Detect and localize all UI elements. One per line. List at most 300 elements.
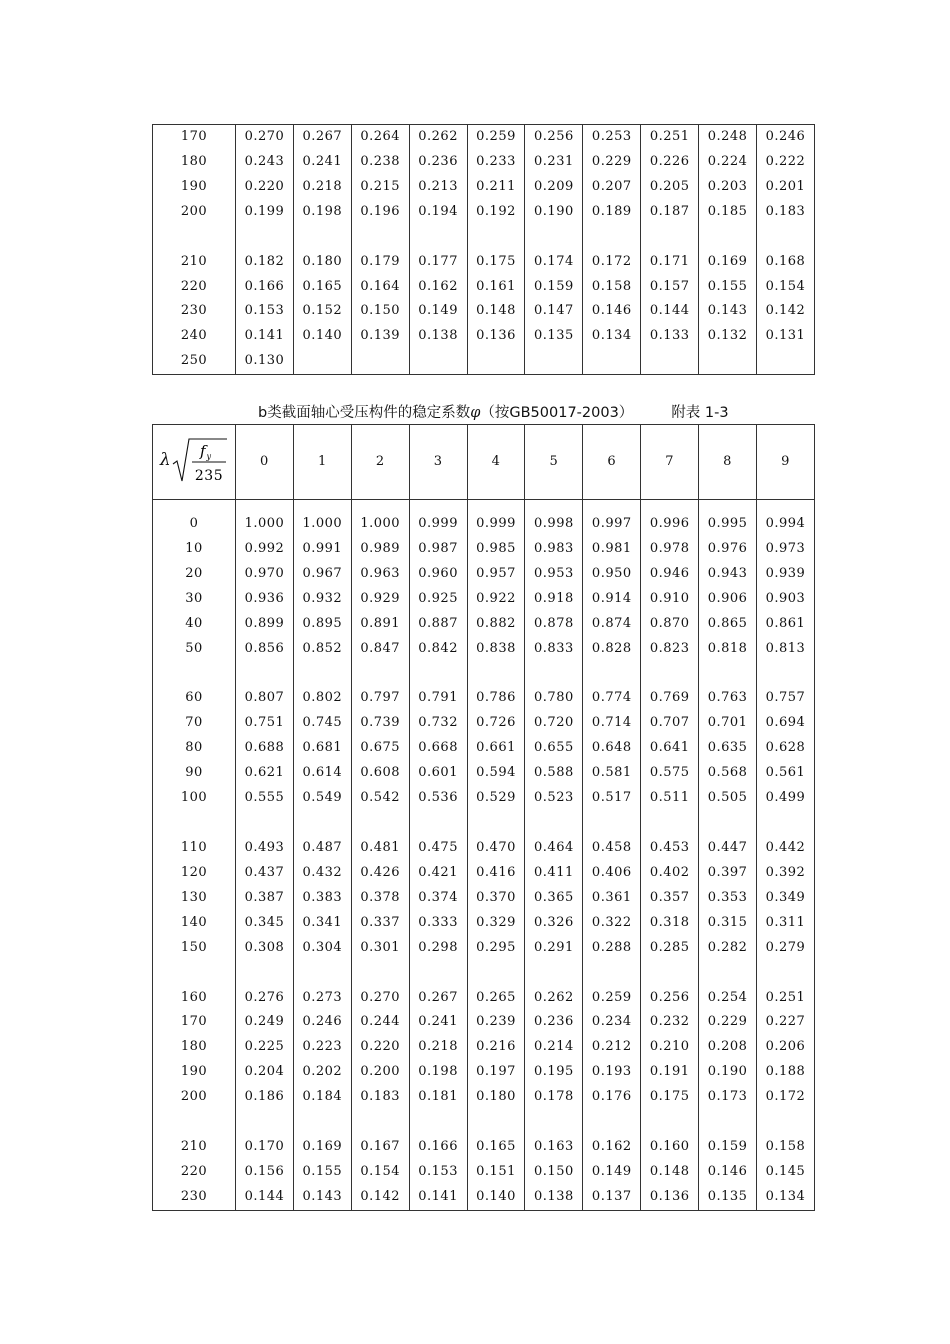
- value-cell: 0.511: [641, 786, 699, 811]
- table-row: [153, 562, 815, 587]
- value-cell: 0.295: [467, 936, 525, 961]
- value-cell: 0.135: [525, 324, 583, 349]
- empty-cell: [525, 661, 583, 686]
- value-cell: 0.282: [699, 936, 757, 961]
- value-cell: 0.197: [467, 1060, 525, 1085]
- empty-cell: [757, 500, 815, 513]
- value-cell: 0.406: [583, 861, 641, 886]
- value-cell: 0.960: [409, 562, 467, 587]
- value-cell: 0.999: [467, 512, 525, 537]
- lambda-cell: 240: [153, 324, 236, 349]
- value-cell: 0.865: [699, 612, 757, 637]
- table-row: [153, 886, 815, 911]
- empty-cell: [153, 1110, 236, 1135]
- table-row: [153, 686, 815, 711]
- value-cell: 0.370: [467, 886, 525, 911]
- value-cell: 0.226: [641, 150, 699, 175]
- lambda-cell: 80: [153, 736, 236, 761]
- value-cell: [293, 349, 351, 374]
- value-cell: 0.184: [293, 1085, 351, 1110]
- value-cell: 0.970: [236, 562, 294, 587]
- lambda-cell: 30: [153, 587, 236, 612]
- value-cell: [351, 349, 409, 374]
- empty-cell: [525, 811, 583, 836]
- value-cell: 0.151: [467, 1160, 525, 1185]
- lambda-cell: 0: [153, 512, 236, 537]
- lambda-cell: 160: [153, 986, 236, 1011]
- value-cell: [525, 349, 583, 374]
- value-cell: 0.688: [236, 736, 294, 761]
- value-cell: 0.918: [525, 587, 583, 612]
- empty-cell: [351, 811, 409, 836]
- value-cell: 0.997: [583, 512, 641, 537]
- value-cell: 0.134: [757, 1185, 815, 1210]
- value-cell: 0.204: [236, 1060, 294, 1085]
- value-cell: 0.621: [236, 761, 294, 786]
- value-cell: [757, 349, 815, 374]
- empty-cell: [293, 661, 351, 686]
- value-cell: 0.763: [699, 686, 757, 711]
- empty-cell: [757, 1110, 815, 1135]
- value-cell: 0.259: [583, 986, 641, 1011]
- value-cell: 0.146: [699, 1160, 757, 1185]
- value-cell: 0.216: [467, 1035, 525, 1060]
- value-cell: 0.874: [583, 612, 641, 637]
- value-cell: 0.227: [757, 1010, 815, 1035]
- value-cell: 0.249: [236, 1010, 294, 1035]
- empty-cell: [583, 1110, 641, 1135]
- empty-cell: [409, 225, 467, 250]
- value-cell: 0.206: [757, 1035, 815, 1060]
- table-row: [153, 761, 815, 786]
- empty-cell: [583, 811, 641, 836]
- value-cell: 0.160: [641, 1135, 699, 1160]
- value-cell: 0.168: [757, 250, 815, 275]
- value-cell: 0.464: [525, 836, 583, 861]
- value-cell: 0.161: [467, 275, 525, 300]
- empty-cell: [351, 500, 409, 513]
- value-cell: 0.903: [757, 587, 815, 612]
- empty-cell: [467, 661, 525, 686]
- group-gap-row: [153, 1110, 815, 1135]
- lambda-cell: 60: [153, 686, 236, 711]
- value-cell: [409, 349, 467, 374]
- value-cell: 0.179: [351, 250, 409, 275]
- lambda-cell: 230: [153, 299, 236, 324]
- value-cell: 0.166: [409, 1135, 467, 1160]
- value-cell: 0.236: [525, 1010, 583, 1035]
- value-cell: 0.739: [351, 711, 409, 736]
- value-cell: 0.929: [351, 587, 409, 612]
- table-row: [153, 736, 815, 761]
- value-cell: 0.745: [293, 711, 351, 736]
- lambda-cell: 150: [153, 936, 236, 961]
- lambda-cell: 220: [153, 1160, 236, 1185]
- value-cell: 0.147: [525, 299, 583, 324]
- value-cell: 0.953: [525, 562, 583, 587]
- lambda-cell: 10: [153, 537, 236, 562]
- value-cell: 0.308: [236, 936, 294, 961]
- value-cell: 0.987: [409, 537, 467, 562]
- value-cell: 0.149: [583, 1160, 641, 1185]
- value-cell: 0.523: [525, 786, 583, 811]
- value-cell: 0.229: [583, 150, 641, 175]
- value-cell: 0.175: [467, 250, 525, 275]
- value-cell: 0.140: [293, 324, 351, 349]
- value-cell: 0.205: [641, 175, 699, 200]
- stability-table-continued: [152, 124, 815, 375]
- table-row: [153, 836, 815, 861]
- value-cell: 0.254: [699, 986, 757, 1011]
- empty-cell: [525, 225, 583, 250]
- empty-cell: [699, 500, 757, 513]
- empty-cell: [757, 225, 815, 250]
- empty-cell: [236, 961, 294, 986]
- empty-cell: [293, 500, 351, 513]
- lambda-cell: 100: [153, 786, 236, 811]
- empty-cell: [641, 500, 699, 513]
- value-cell: 0.270: [236, 125, 294, 150]
- phi-symbol: φ: [470, 405, 481, 421]
- empty-cell: [467, 1110, 525, 1135]
- value-cell: 0.714: [583, 711, 641, 736]
- value-cell: 0.222: [757, 150, 815, 175]
- value-cell: 0.655: [525, 736, 583, 761]
- empty-cell: [351, 961, 409, 986]
- empty-cell: [699, 1110, 757, 1135]
- value-cell: 0.246: [757, 125, 815, 150]
- value-cell: 0.133: [641, 324, 699, 349]
- empty-cell: [641, 961, 699, 986]
- value-cell: 0.251: [641, 125, 699, 150]
- empty-cell: [351, 225, 409, 250]
- value-cell: 0.162: [409, 275, 467, 300]
- column-header: 9: [757, 425, 815, 500]
- value-cell: 0.137: [583, 1185, 641, 1210]
- value-cell: 0.357: [641, 886, 699, 911]
- empty-cell: [525, 961, 583, 986]
- fy-subscript: y: [206, 451, 212, 461]
- value-cell: 0.641: [641, 736, 699, 761]
- value-cell: 0.185: [699, 200, 757, 225]
- empty-cell: [153, 661, 236, 686]
- table-row: [153, 324, 815, 349]
- value-cell: 0.135: [699, 1185, 757, 1210]
- value-cell: 0.791: [409, 686, 467, 711]
- lambda-cell: 40: [153, 612, 236, 637]
- column-header: 6: [583, 425, 641, 500]
- value-cell: 0.264: [351, 125, 409, 150]
- value-cell: 0.149: [409, 299, 467, 324]
- value-cell: 0.681: [293, 736, 351, 761]
- empty-cell: [699, 661, 757, 686]
- lambda-cell: 90: [153, 761, 236, 786]
- table-row: [153, 175, 815, 200]
- value-cell: 0.181: [409, 1085, 467, 1110]
- value-cell: 0.895: [293, 612, 351, 637]
- value-cell: 0.378: [351, 886, 409, 911]
- value-cell: 0.189: [583, 200, 641, 225]
- table-row: [153, 200, 815, 225]
- value-cell: 0.720: [525, 711, 583, 736]
- value-cell: 0.668: [409, 736, 467, 761]
- empty-cell: [153, 225, 236, 250]
- value-cell: 0.267: [293, 125, 351, 150]
- value-cell: 0.202: [293, 1060, 351, 1085]
- value-cell: 0.726: [467, 711, 525, 736]
- value-cell: 0.842: [409, 637, 467, 662]
- value-cell: 0.236: [409, 150, 467, 175]
- value-cell: 0.337: [351, 911, 409, 936]
- lambda-cell: 230: [153, 1185, 236, 1210]
- value-cell: 0.233: [467, 150, 525, 175]
- empty-cell: [153, 500, 236, 513]
- empty-cell: [409, 1110, 467, 1135]
- value-cell: 0.165: [293, 275, 351, 300]
- lambda-cell: 190: [153, 1060, 236, 1085]
- lambda-cell: 200: [153, 1085, 236, 1110]
- value-cell: 0.529: [467, 786, 525, 811]
- value-cell: 0.211: [467, 175, 525, 200]
- value-cell: 0.481: [351, 836, 409, 861]
- value-cell: 0.757: [757, 686, 815, 711]
- value-cell: 0.131: [757, 324, 815, 349]
- value-cell: 0.288: [583, 936, 641, 961]
- value-cell: 0.505: [699, 786, 757, 811]
- value-cell: 0.192: [467, 200, 525, 225]
- table-row: [153, 861, 815, 886]
- value-cell: 0.139: [351, 324, 409, 349]
- value-cell: 0.154: [757, 275, 815, 300]
- value-cell: 0.989: [351, 537, 409, 562]
- value-cell: 0.981: [583, 537, 641, 562]
- table-row: [153, 275, 815, 300]
- value-cell: [583, 349, 641, 374]
- column-header: 5: [525, 425, 583, 500]
- value-cell: 0.694: [757, 711, 815, 736]
- lambda-cell: 120: [153, 861, 236, 886]
- caption-source: （按GB50017-2003）: [480, 405, 634, 421]
- value-cell: 0.224: [699, 150, 757, 175]
- value-cell: 0.298: [409, 936, 467, 961]
- group-gap-row: [153, 225, 815, 250]
- value-cell: 0.568: [699, 761, 757, 786]
- value-cell: 0.223: [293, 1035, 351, 1060]
- empty-cell: [153, 961, 236, 986]
- value-cell: 0.899: [236, 612, 294, 637]
- value-cell: 0.967: [293, 562, 351, 587]
- empty-cell: [236, 811, 294, 836]
- empty-cell: [236, 1110, 294, 1135]
- value-cell: 0.608: [351, 761, 409, 786]
- value-cell: 0.172: [757, 1085, 815, 1110]
- appendix-label: 附表 1-3: [671, 405, 729, 421]
- value-cell: [641, 349, 699, 374]
- value-cell: 0.906: [699, 587, 757, 612]
- empty-cell: [583, 500, 641, 513]
- value-cell: 0.215: [351, 175, 409, 200]
- value-cell: 0.259: [467, 125, 525, 150]
- value-cell: 0.210: [641, 1035, 699, 1060]
- lambda-cell: 130: [153, 886, 236, 911]
- value-cell: 0.628: [757, 736, 815, 761]
- value-cell: 0.158: [583, 275, 641, 300]
- value-cell: 0.878: [525, 612, 583, 637]
- value-cell: 0.994: [757, 512, 815, 537]
- table-row: [153, 786, 815, 811]
- value-cell: 0.159: [699, 1135, 757, 1160]
- value-cell: 0.453: [641, 836, 699, 861]
- empty-cell: [293, 811, 351, 836]
- lambda-cell: 180: [153, 1035, 236, 1060]
- column-header: 7: [641, 425, 699, 500]
- value-cell: 0.311: [757, 911, 815, 936]
- group-gap-row: [153, 661, 815, 686]
- value-cell: 0.194: [409, 200, 467, 225]
- value-cell: 0.797: [351, 686, 409, 711]
- value-cell: 0.833: [525, 637, 583, 662]
- value-cell: 0.136: [467, 324, 525, 349]
- lambda-cell: 210: [153, 1135, 236, 1160]
- lambda-cell: 250: [153, 349, 236, 374]
- value-cell: 0.807: [236, 686, 294, 711]
- b-class-stability-table: [152, 424, 815, 1211]
- value-cell: 0.234: [583, 1010, 641, 1035]
- value-cell: 0.142: [757, 299, 815, 324]
- value-cell: 0.304: [293, 936, 351, 961]
- empty-cell: [467, 500, 525, 513]
- value-cell: 0.707: [641, 711, 699, 736]
- value-cell: 0.244: [351, 1010, 409, 1035]
- value-cell: 0.166: [236, 275, 294, 300]
- empty-cell: [641, 661, 699, 686]
- value-cell: 0.177: [409, 250, 467, 275]
- value-cell: 0.186: [236, 1085, 294, 1110]
- empty-cell: [641, 225, 699, 250]
- table-row: [153, 1185, 815, 1210]
- value-cell: 0.983: [525, 537, 583, 562]
- value-cell: 0.158: [757, 1135, 815, 1160]
- value-cell: 0.856: [236, 637, 294, 662]
- empty-cell: [699, 811, 757, 836]
- value-cell: 0.374: [409, 886, 467, 911]
- value-cell: 0.130: [236, 349, 294, 374]
- empty-cell: [351, 1110, 409, 1135]
- value-cell: 0.273: [293, 986, 351, 1011]
- lambda-cell: 170: [153, 1010, 236, 1035]
- value-cell: 0.475: [409, 836, 467, 861]
- value-cell: 0.218: [409, 1035, 467, 1060]
- lambda-cell: 200: [153, 200, 236, 225]
- value-cell: 0.910: [641, 587, 699, 612]
- value-cell: 0.301: [351, 936, 409, 961]
- column-header: 1: [293, 425, 351, 500]
- value-cell: 0.220: [236, 175, 294, 200]
- value-cell: 0.193: [583, 1060, 641, 1085]
- value-cell: 0.991: [293, 537, 351, 562]
- value-cell: 0.992: [236, 537, 294, 562]
- value-cell: 0.950: [583, 562, 641, 587]
- value-cell: 0.220: [351, 1035, 409, 1060]
- value-cell: 0.229: [699, 1010, 757, 1035]
- value-cell: 0.141: [236, 324, 294, 349]
- header-row: [153, 425, 815, 500]
- value-cell: 0.402: [641, 861, 699, 886]
- value-cell: 0.138: [525, 1185, 583, 1210]
- value-cell: 0.207: [583, 175, 641, 200]
- column-header: 4: [467, 425, 525, 500]
- value-cell: 0.333: [409, 911, 467, 936]
- caption-text: b类截面轴心受压构件的稳定系数: [258, 405, 471, 421]
- group-gap-row: [153, 811, 815, 836]
- value-cell: 0.499: [757, 786, 815, 811]
- value-cell: 0.786: [467, 686, 525, 711]
- value-cell: 0.442: [757, 836, 815, 861]
- value-cell: 0.152: [293, 299, 351, 324]
- value-cell: 0.196: [351, 200, 409, 225]
- value-cell: 0.198: [409, 1060, 467, 1085]
- value-cell: 0.648: [583, 736, 641, 761]
- value-cell: 0.957: [467, 562, 525, 587]
- value-cell: 0.141: [409, 1185, 467, 1210]
- value-cell: 0.256: [525, 125, 583, 150]
- value-cell: 0.349: [757, 886, 815, 911]
- empty-cell: [757, 661, 815, 686]
- table-row: [153, 1010, 815, 1035]
- value-cell: 0.225: [236, 1035, 294, 1060]
- value-cell: 0.536: [409, 786, 467, 811]
- value-cell: 0.144: [641, 299, 699, 324]
- table-row: [153, 1060, 815, 1085]
- value-cell: 0.936: [236, 587, 294, 612]
- value-cell: 0.140: [467, 1185, 525, 1210]
- empty-cell: [467, 225, 525, 250]
- value-cell: 0.180: [467, 1085, 525, 1110]
- spacer-row: [153, 500, 815, 513]
- value-cell: 0.251: [757, 986, 815, 1011]
- value-cell: 0.329: [467, 911, 525, 936]
- value-cell: 0.661: [467, 736, 525, 761]
- empty-cell: [153, 811, 236, 836]
- value-cell: 0.191: [641, 1060, 699, 1085]
- empty-cell: [409, 661, 467, 686]
- value-cell: 0.145: [757, 1160, 815, 1185]
- table-row: [153, 1085, 815, 1110]
- value-cell: 0.142: [351, 1185, 409, 1210]
- fy-numerator: f: [200, 441, 207, 460]
- lambda-cell: 220: [153, 275, 236, 300]
- value-cell: 0.432: [293, 861, 351, 886]
- value-cell: 0.162: [583, 1135, 641, 1160]
- lambda-header-cell: [153, 425, 236, 500]
- value-cell: 0.995: [699, 512, 757, 537]
- table-row: [153, 125, 815, 150]
- value-cell: 0.870: [641, 612, 699, 637]
- value-cell: 0.203: [699, 175, 757, 200]
- value-cell: 0.818: [699, 637, 757, 662]
- value-cell: 0.922: [467, 587, 525, 612]
- value-cell: 0.383: [293, 886, 351, 911]
- value-cell: 0.170: [236, 1135, 294, 1160]
- empty-cell: [293, 225, 351, 250]
- value-cell: 0.144: [236, 1185, 294, 1210]
- value-cell: 0.421: [409, 861, 467, 886]
- value-cell: 0.270: [351, 986, 409, 1011]
- value-cell: 0.159: [525, 275, 583, 300]
- empty-cell: [757, 961, 815, 986]
- value-cell: 0.248: [699, 125, 757, 150]
- empty-cell: [641, 1110, 699, 1135]
